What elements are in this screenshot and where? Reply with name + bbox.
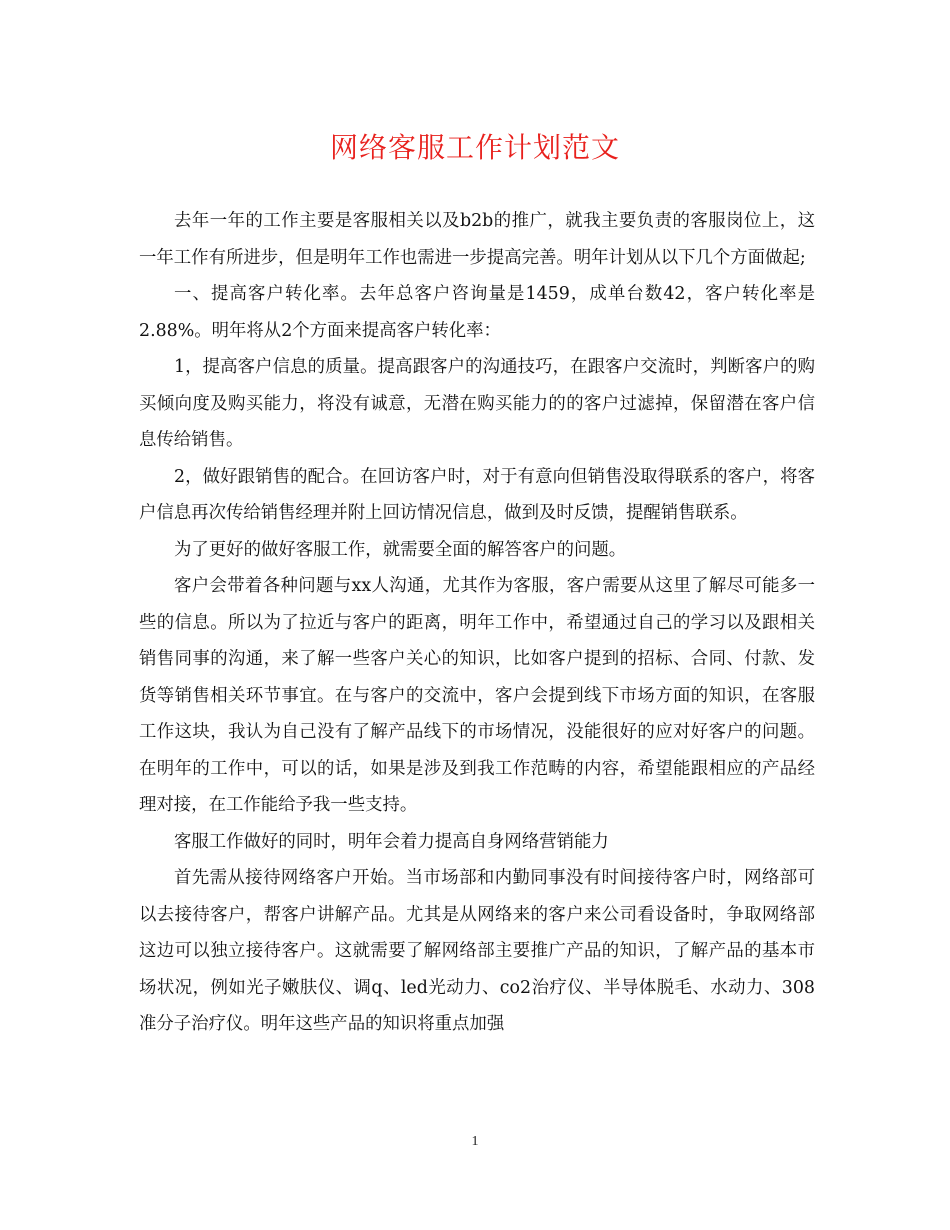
paragraph-reception: 首先需从接待网络客户开始。当市场部和内勤同事没有时间接待客户时，网络部可以去接待客户，帮客户讲解产品。尤其是从网络来的客户来公司看设备时，争取网络部这边可以独立接待客户。这就需要了解网络部主要推广产品的知识，了解产品的基本市场状况，例如光子嫩肤仪、调q、led光动力、co2治疗仪、半导体脱毛、水动力、308准分子治疗仪。明年这些产品的知识将重点加强	[139, 868, 815, 1034]
document-body	[139, 203, 815, 1043]
document-title: 网络客服工作计划范文	[329, 131, 620, 164]
paragraph-marketing-ability: 客服工作做好的同时，明年会着力提高自身网络营销能力	[174, 831, 609, 852]
page-number: 1	[471, 1134, 479, 1149]
paragraph-answer-questions: 为了更好的做好客服工作，就需要全面的解答客户的问题。	[174, 539, 627, 560]
paragraph-point-2: 2，做好跟销售的配合。在回访客户时，对于有意向但销售没取得联系的客户，将客户信息再次传给销售经理并附上回访情况信息，做到及时反馈，提醒销售联系。	[139, 466, 815, 523]
paragraph-point-1: 1，提高客户信息的质量。提高跟客户的沟通技巧，在跟客户交流时，判断客户的购买倾向度及购买能力，将没有诚意，无潜在购买能力的的客户过滤掉，保留潜在客户信息传给销售。	[139, 357, 815, 450]
paragraph-customer-communication: 客户会带着各种问题与xx人沟通，尤其作为客服，客户需要从这里了解尽可能多一些的信息。所以为了拉近与客户的距离，明年工作中，希望通过自己的学习以及跟相关销售同事的沟通，来了解一些客户关心的知识，比如客户提到的招标、合同、付款、发货等销售相关环节事宜。在与客户的交流中，客户会提到线下市场方面的知识，在客服工作这块，我认为自己没有了解产品线下的市场情况，没能很好的应对好客户的问题。在明年的工作中，可以的话，如果是涉及到我工作范畴的内容，希望能跟相应的产品经理对接，在工作能给予我一些支持。	[139, 576, 815, 815]
paragraph-intro: 去年一年的工作主要是客服相关以及b2b的推广，就我主要负责的客服岗位上，这一年工作有所进步，但是明年工作也需进一步提高完善。明年计划从以下几个方面做起;	[139, 211, 815, 268]
paragraph-conversion-rate: 一、提高客户转化率。去年总客户咨询量是1459，成单台数42，客户转化率是2.88%。明年将从2个方面来提高客户转化率：	[139, 284, 815, 341]
